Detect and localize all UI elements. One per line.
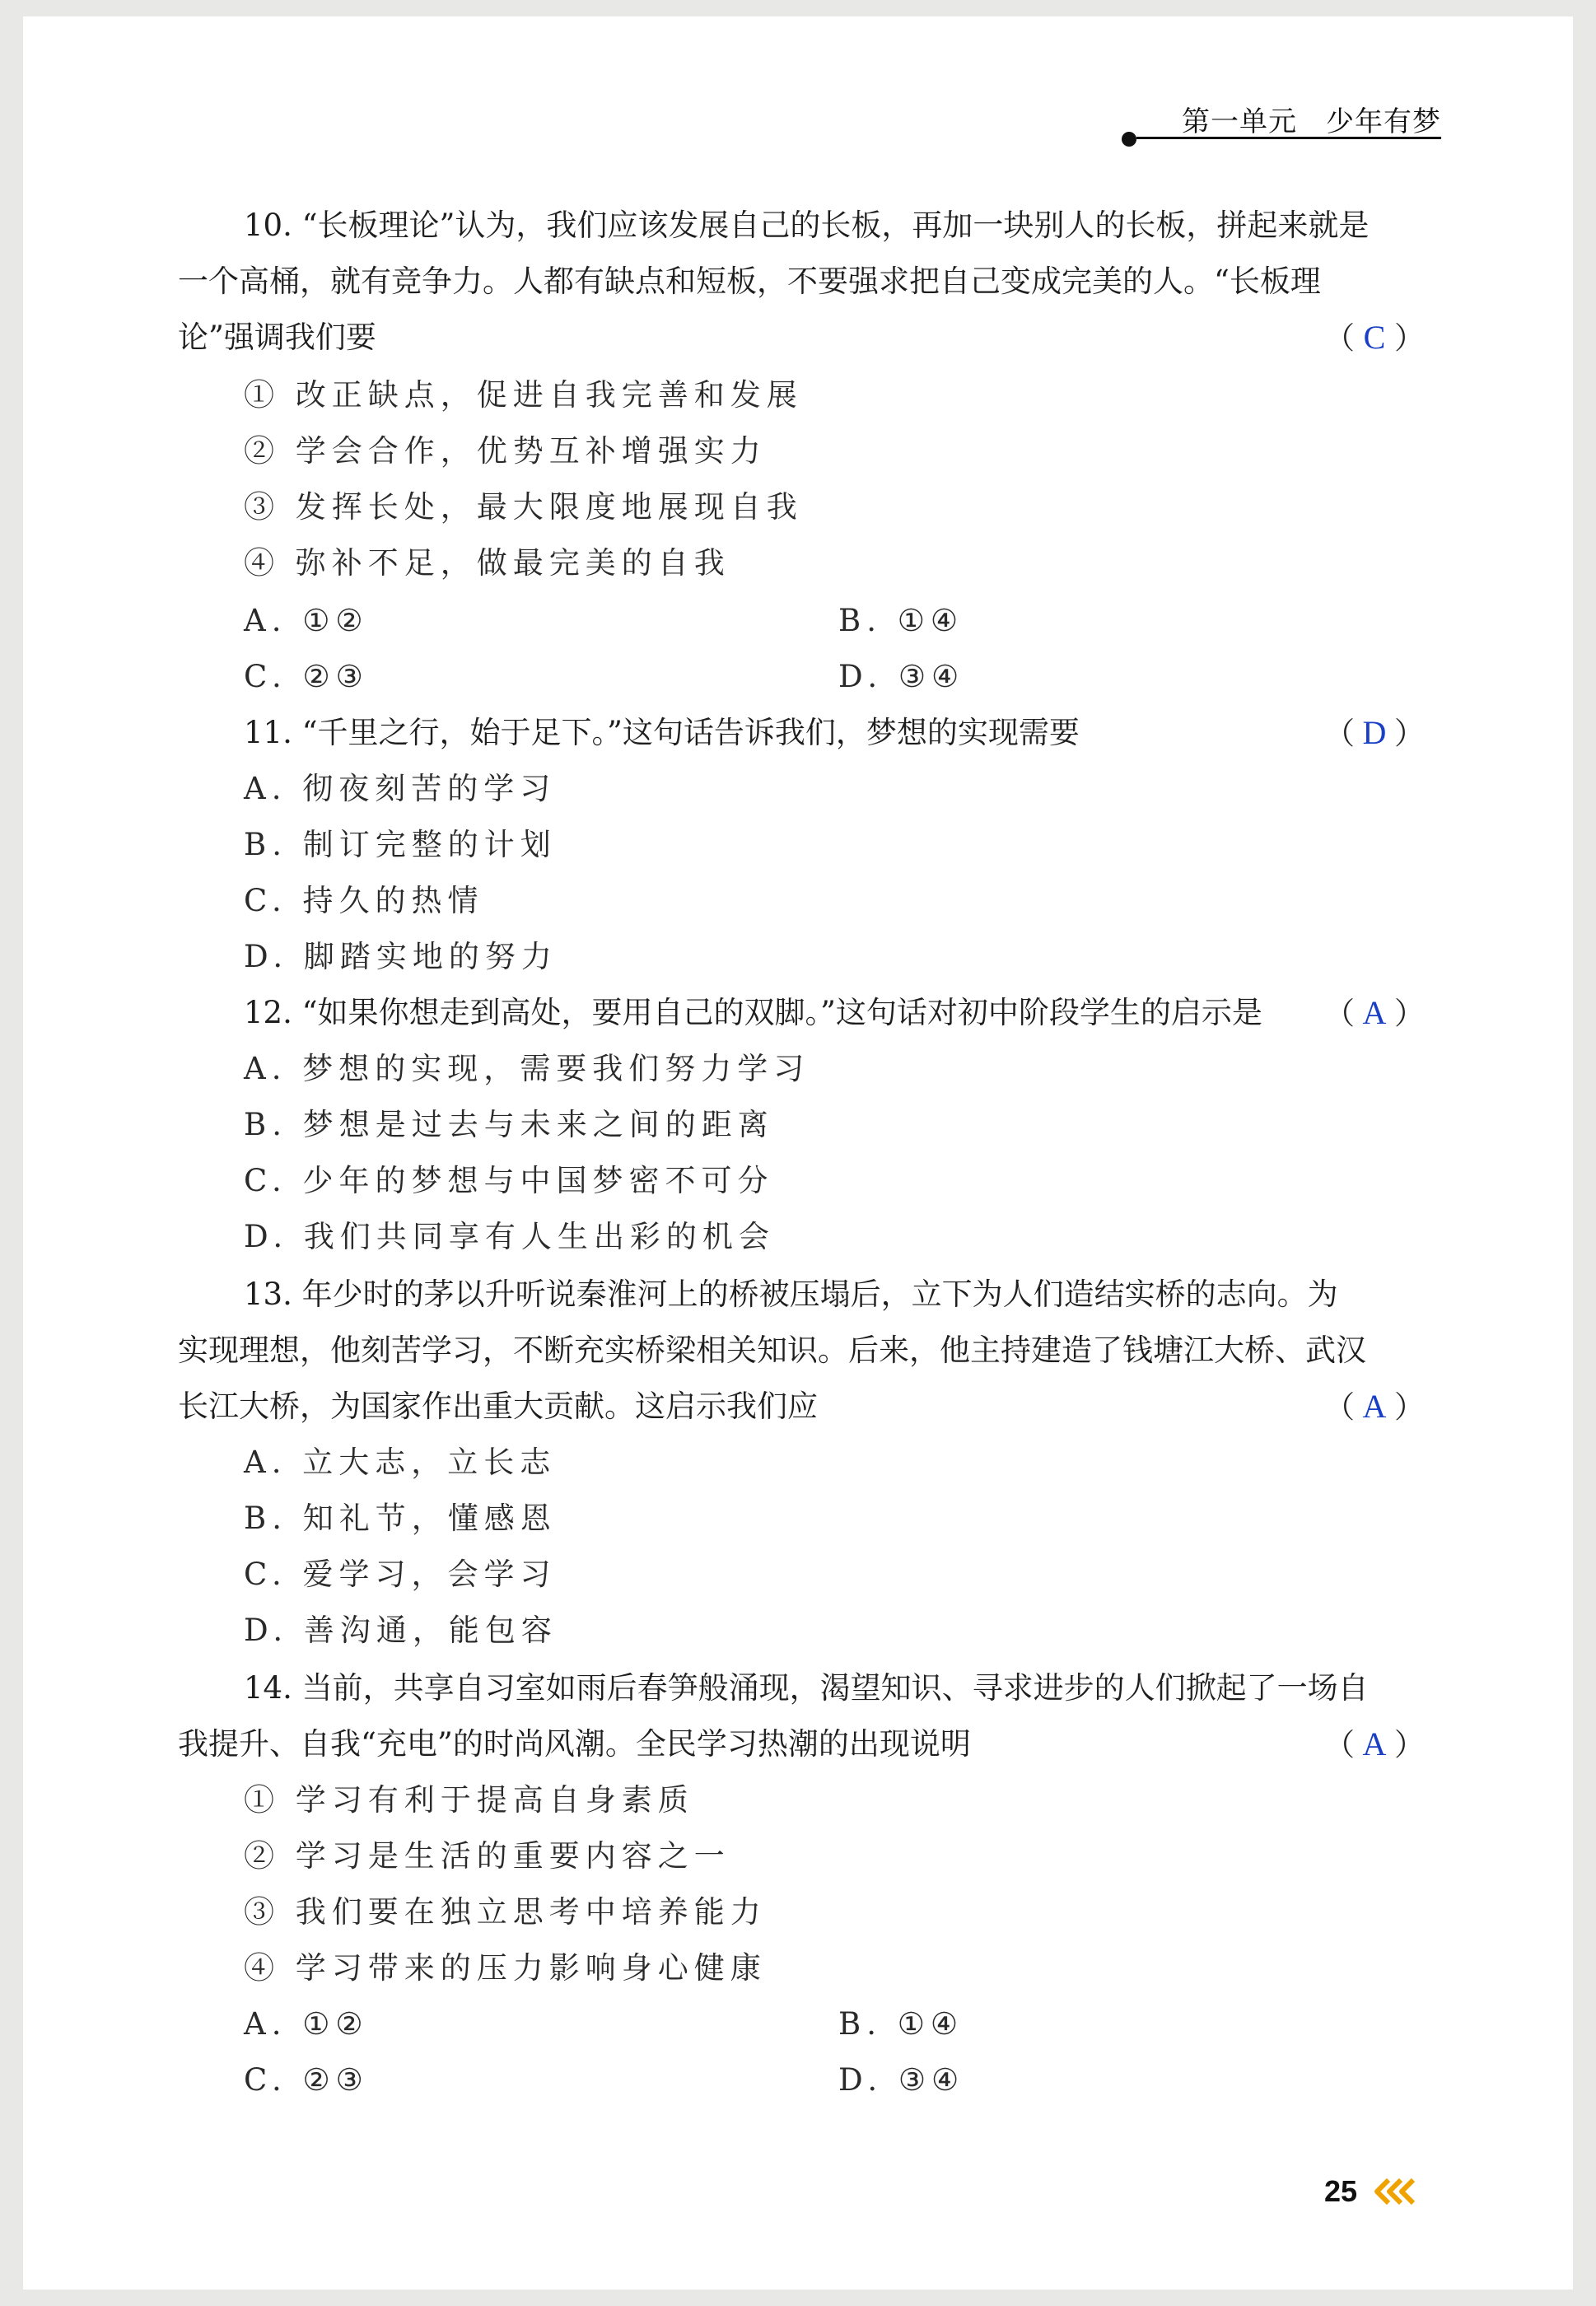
q12-stem: 12. “如果你想走到高处，要用自己的双脚。”这句话对初中阶段学生的启示是 — [244, 995, 1262, 1030]
q13-option-c: C. 爱学习，会学习 — [244, 1557, 557, 1592]
header-bullet — [1122, 132, 1136, 147]
q10-stem-line1: 10. “长板理论”认为，我们应该发展自己的长板，再加一块别人的长板，拼起来就是 — [244, 208, 1370, 243]
q12-option-b: B. 梦想是过去与未来之间的距离 — [244, 1107, 774, 1142]
q14-option-b: B. ①④ — [838, 2006, 964, 2042]
q14-item-1: ① 学习有利于提高自身素质 — [244, 1782, 694, 1818]
q13-answer: A — [1362, 1388, 1387, 1425]
chevrons-left-icon — [1374, 2178, 1420, 2206]
q12-answer-bracket: （ A ） — [1324, 994, 1425, 1031]
q11-answer-bracket: （ D ） — [1324, 714, 1425, 751]
q10-item-4: ④ 弥补不足，做最完美的自我 — [244, 545, 730, 581]
q14-answer-bracket: （ A ） — [1324, 1725, 1425, 1762]
q13-option-d: D. 善沟通，能包容 — [244, 1613, 558, 1648]
q14-option-d: D. ③④ — [838, 2062, 965, 2098]
q14-option-c: C. ②③ — [244, 2062, 369, 2098]
q11-option-d: D. 脚踏实地的努力 — [244, 939, 558, 974]
q10-option-d: D. ③④ — [838, 659, 965, 694]
q10-option-c: C. ②③ — [244, 659, 369, 694]
q13-option-b: B. 知礼节，懂感恩 — [244, 1501, 557, 1536]
q13-answer-bracket: （ A ） — [1324, 1388, 1425, 1425]
q10-option-b: B. ①④ — [838, 603, 964, 638]
q13-stem-line1: 13. 年少时的茅以升听说秦淮河上的桥被压塌后，立下为人们造结实桥的志向。为 — [244, 1277, 1338, 1312]
q14-stem-line2: 我提升、自我“充电”的时尚风潮。全民学习热潮的出现说明 — [178, 1726, 971, 1762]
q10-item-2: ② 学会合作，优势互补增强实力 — [244, 433, 767, 469]
q10-stem-line2: 一个高桶，就有竞争力。人都有缺点和短板，不要强求把自己变成完美的人。“长板理 — [178, 264, 1321, 299]
q10-option-a: A. ①② — [244, 603, 369, 638]
q10-item-1: ① 改正缺点，促进自我完善和发展 — [244, 377, 803, 413]
q11-option-c: C. 持久的热情 — [244, 883, 484, 918]
q13-option-a: A. 立大志，立长志 — [244, 1445, 557, 1480]
q11-option-a: A. 彻夜刻苦的学习 — [244, 771, 557, 806]
q13-stem-line2: 实现理想，他刻苦学习，不断充实桥梁相关知识。后来，他主持建造了钱塘江大桥、武汉 — [178, 1333, 1366, 1368]
q14-option-a: A. ①② — [244, 2006, 369, 2042]
q14-answer: A — [1362, 1725, 1387, 1762]
page-header — [23, 99, 1441, 148]
q11-option-b: B. 制订完整的计划 — [244, 827, 557, 862]
q10-answer: C — [1363, 319, 1386, 356]
q10-item-3: ③ 发挥长处，最大限度地展现自我 — [244, 489, 803, 525]
q14-item-3: ③ 我们要在独立思考中培养能力 — [244, 1894, 767, 1930]
page-number: 25 — [1324, 2174, 1358, 2208]
q12-answer: A — [1362, 994, 1387, 1031]
page-sheet — [23, 16, 1573, 2290]
q12-option-d: D. 我们共同享有人生出彩的机会 — [244, 1219, 775, 1254]
q14-stem-line1: 14. 当前，共享自习室如雨后春笋般涌现，渴望知识、寻求进步的人们掀起了一场自 — [244, 1670, 1369, 1706]
q12-option-c: C. 少年的梦想与中国梦密不可分 — [244, 1163, 774, 1198]
q11-answer: D — [1362, 714, 1387, 751]
q13-stem-line3: 长江大桥，为国家作出重大贡献。这启示我们应 — [178, 1389, 818, 1424]
q12-option-a: A. 梦想的实现，需要我们努力学习 — [244, 1051, 810, 1086]
q10-answer-bracket: （ C ） — [1324, 319, 1425, 356]
unit-title: 第一单元 少年有梦 — [1182, 105, 1441, 138]
q10-stem-line3: 论”强调我们要 — [178, 320, 376, 355]
q14-item-2: ② 学习是生活的重要内容之一 — [244, 1838, 730, 1874]
q14-item-4: ④ 学习带来的压力影响身心健康 — [244, 1950, 767, 1986]
q11-stem: 11. “千里之行，始于足下。”这句话告诉我们，梦想的实现需要 — [244, 715, 1080, 750]
